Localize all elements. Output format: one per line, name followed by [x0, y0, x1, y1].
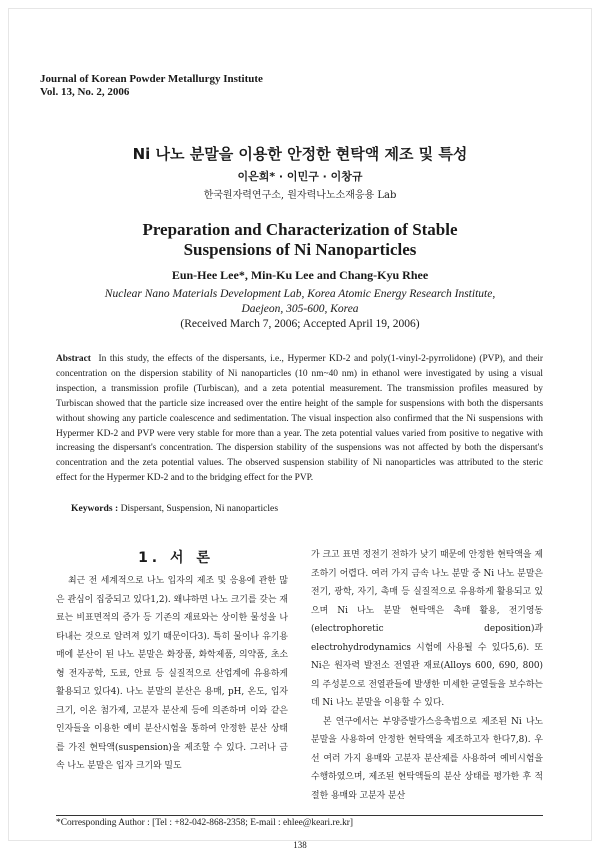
abstract-label: Abstract	[56, 354, 91, 364]
korean-affiliation: 한국원자력연구소, 원자력나노소재응용 Lab	[203, 190, 397, 201]
english-title-line2: Suspensions of Ni Nanoparticles	[183, 240, 417, 259]
korean-title: Ni 나노 분말을 이용한 안정한 현탁액 제조 및 특성	[132, 145, 468, 163]
body-column-left	[56, 572, 288, 776]
english-affiliation-line2: Daejeon, 305-600, Korea	[241, 303, 359, 315]
journal-header	[40, 73, 263, 99]
abstract	[56, 352, 543, 486]
footnote-divider	[56, 815, 543, 816]
english-title	[0, 220, 600, 260]
corresponding-author-footnote: *Corresponding Author : [Tel : +82-042-868-2358; E-mail : ehlee@keari.re.kr]	[56, 818, 354, 828]
keywords-text: Dispersant, Suspension, Ni nanoparticles	[120, 503, 279, 514]
body-paragraph: 본 연구에서는 부양증발가스응축법으로 제조된 Ni 나노 분말을 사용하여 안정한 현탁액을 제조하고자 한다7,8). 우선 여러 가지 용매와 고분자 분산제를 사용하여 예비시험을 수행하였으며, 제조된 현탁액들의 분산 상태를 평가한 후 적절한 용매와 고분자 분산	[311, 716, 543, 801]
keywords-label: Keywords :	[71, 503, 119, 514]
keywords	[71, 503, 278, 514]
body-paragraph: 최근 전 세계적으로 나노 입자의 제조 및 응용에 관한 많은 관심이 집중되고 있다1,2). 왜냐하면 나노 크기를 갖는 재료는 비표면적의 증가 등 기존의 재료와는 상이한 물성을 나타내는 것으로 알려져 있기 때문이다3). 특히 물이나 유기용매에 분산이 된 나노 분말은 화장품, 화학제품, 의약품, 초소형 전자공학, 도료, 안료 등 실질적으로 산업계에 유용하게 활용되고 있다4). 나노 분말의 분산은 용매, pH, 온도, 입자 크기, 이온 첨가제, 고분자 분산제 등에 의존하며 이와 같은 인자들을 이용한 예비 분산시험을 통하여 안정한 분산 상태를 가진 현탁액(suspension)을 제조할 수 있다. 그러나 금속 나노 분말은 입자 크기와 밀도	[56, 576, 288, 771]
journal-name: Journal of Korean Powder Metallurgy Institute	[40, 73, 263, 85]
body-column-right	[311, 546, 543, 805]
section-heading: 1. 서 론	[138, 550, 214, 566]
english-title-line1: Preparation and Characterization of Stable	[142, 220, 458, 239]
received-dates: (Received March 7, 2006; Accepted April 19, 2006)	[180, 318, 420, 330]
abstract-text: In this study, the effects of the dispersants, i.e., Hypermer KD-2 and poly(1-vinyl-2-pyrrolidone) (PVP), and their concentration on the dispersion stability of Ni nanoparticles (10 nm~40 nm) in ethanol were investigated by using a visual inspection, a transmission profile (Turbiscan), and a zeta potential measurement. The transmission profiles measured by Turbiscan showed that the particle size increased over the entire height of the sample for suspensions with both the dispersants without showing any particle coalescence and sedimentation. The visual inspection also confirmed that the Ni suspensions with Hypermer KD-2 and PVP were very stable for more than a year. The zeta potential values varied from positive to negative with increasing the dispersant's concentration. The dispersion stability of the suspensions was not affected by both the dispersant's concentration and the zeta potential values. The observed suspension stability of Ni nanoparticles was attributed to the steric effect for the Hypermer KD-2 and to the bridging effect for the PVP.	[56, 354, 544, 484]
page-number: 138	[293, 840, 307, 850]
journal-volume: Vol. 13, No. 2, 2006	[40, 86, 130, 98]
english-affiliation	[0, 287, 600, 317]
korean-authors: 이은희* · 이민구 · 이창규	[237, 170, 363, 183]
english-authors: Eun-Hee Lee*, Min-Ku Lee and Chang-Kyu Rhee	[171, 268, 429, 282]
body-paragraph: 가 크고 표면 정전기 전하가 낮기 때문에 안정한 현탁액을 제조하기 어렵다. 여러 가지 금속 나노 분말 중 Ni 나노 분말은 전기, 광학, 자기, 촉매 등 실질적으로 유용하게 활용되고 있으며 Ni 나노 분말 현탁액은 촉매 활용, 전기영동(electrophoretic deposition)과 electrohydrodynamics 시험에 사용될 수 있다5,6). 또 Ni은 원자력 발전소 전열관 재료(Alloys 600, 690, 800)의 주성분으로 전열관들에 발생한 미세한 균열들을 보수하는데 Ni 나노 분말을 이용할 수 있다.	[311, 550, 543, 708]
english-affiliation-line1: Nuclear Nano Materials Development Lab, Korea Atomic Energy Research Institute,	[104, 288, 496, 300]
